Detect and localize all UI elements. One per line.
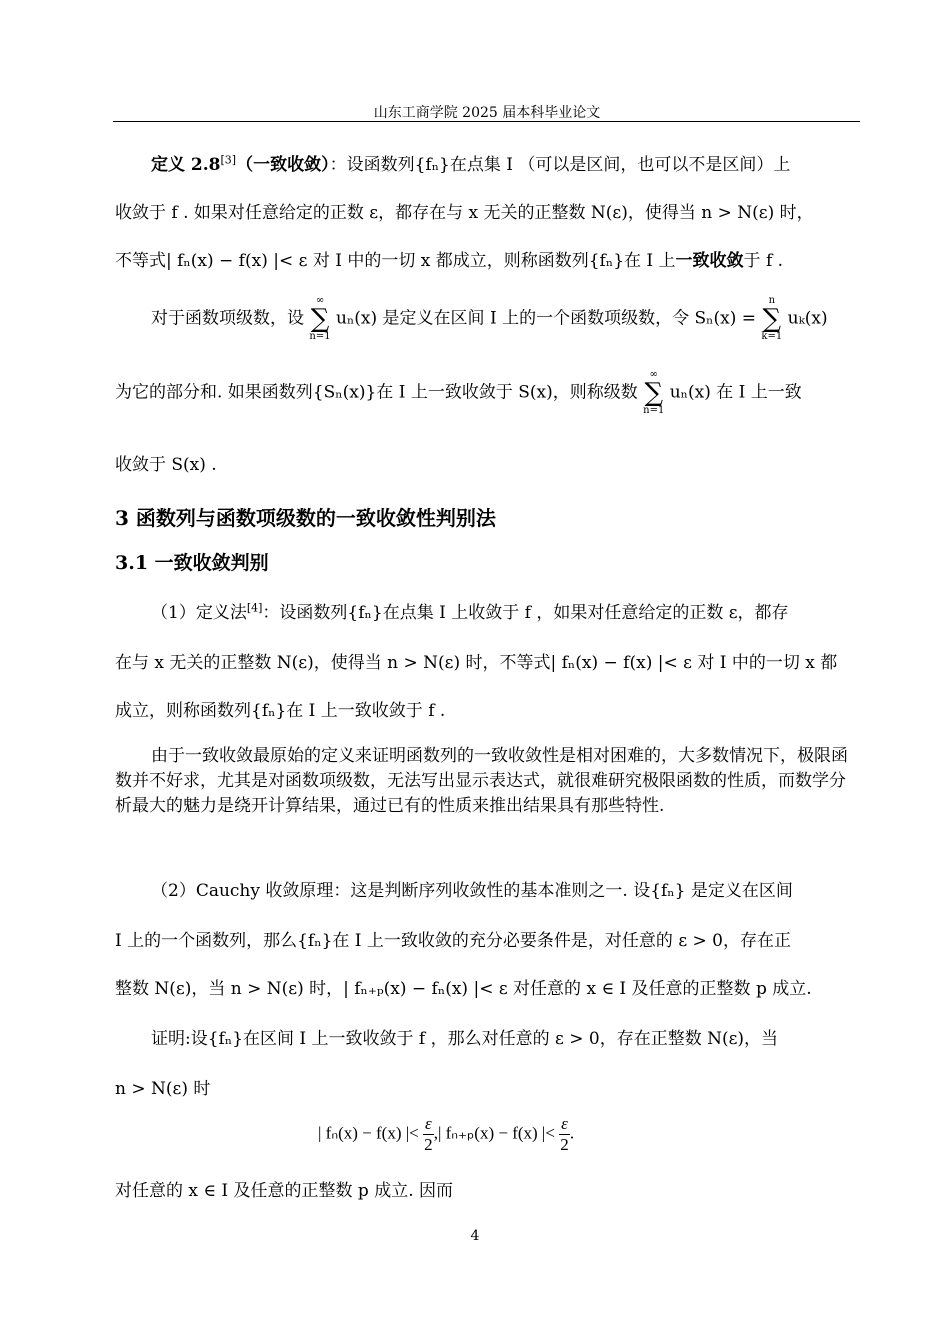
sum-symbol [761,296,782,342]
series-line-2 [115,370,859,416]
series-line-3: 收敛于 S(x) . [115,455,217,475]
proof-equation [318,1114,574,1155]
sum-upper: ∞ [315,295,325,306]
fraction-numerator: ε [424,1114,432,1133]
proof-line-2: n > N(ε) 时 [115,1079,211,1099]
fraction [423,1114,434,1155]
definition-text-3a: 不等式| fₙ(x) − f(x) |< ε 对 I 中的一切 x 都成立，则称函数列{fₙ}在 I 上 [115,251,676,271]
eq-end: . [569,1123,575,1143]
series-text-1c: uₖ(x) [787,308,828,329]
proof-line-3: 对任意的 x ∈ I 及任意的正整数 p 成立. 因而 [115,1181,453,1201]
method2-line-3: 整数 N(ε)，当 n > N(ε) 时，| fₙ₊ₚ(x) − fₙ(x) |< ε 对任意的 x ∈ I 及任意的正整数 p 成立. [115,979,812,999]
fraction-denominator: 2 [424,1135,433,1154]
eq-part-a: | fₙ(x) − f(x) |< [318,1123,419,1143]
sigma-icon: ∑ [644,378,663,408]
method1-line-3: 成立，则称函数列{fₙ}在 I 上一致收敛于 f . [115,701,446,721]
sigma-icon: ∑ [310,304,330,334]
sum-symbol [643,370,664,416]
sum-upper: ∞ [649,369,658,380]
remark-paragraph: 由于一致收敛最原始的定义来证明函数列的一致收敛性是相对困难的，大多数情况下，极限函数并不好求，尤其是对函数项级数，无法写出显示表达式，就很难研究极限函数的性质，而数学分析最大的魅力是绕开计算结果，通过已有的性质来推出结果具有那些特性. [115,746,848,816]
definition-line-3 [115,246,859,271]
series-text-2b: uₙ(x) 在 I 上一致 [669,382,802,403]
section-3-title: 3 函数列与函数项级数的一致收敛性判别法 [115,506,496,530]
definition-uniform: 一致收敛 [675,251,744,271]
method1-text-1a: （1）定义法 [151,603,247,623]
definition-label: 定义 2.8 [151,155,221,175]
method1-text-1b: ：设函数列{fₙ}在点集 I 上收敛于 f ，如果对任意给定的正数 ε，都存 [262,603,789,623]
sum-lower: n=1 [309,331,331,342]
series-line-1 [115,296,895,342]
sum-upper: n [768,295,776,306]
proof-line-1: 证明:设{fₙ}在区间 I 上一致收敛于 f ，那么对任意的 ε > 0，存在正整数 N(ε)，当 [151,1029,779,1049]
definition-line-1 [115,150,895,175]
fraction [559,1114,570,1155]
method2-line-2: I 上的一个函数列，那么{fₙ}在 I 上一致收敛的充分必要条件是，对任意的 ε > 0，存在正 [115,931,791,951]
method1-line-2: 在与 x 无关的正整数 N(ε)，使得当 n > N(ε) 时，不等式| fₙ(x) − f(x) |< ε 对 I 中的一切 x 都 [115,653,838,673]
definition-text-3c: 于 f . [743,251,784,271]
series-text-2a: 为它的部分和. 如果函数列{Sₙ(x)}在 I 上一致收敛于 S(x)，则称级数 [115,382,638,403]
eq-part-b: ,| fₙ₊ₚ(x) − f(x) |< [433,1123,555,1143]
series-text-1a: 对于函数项级数，设 [151,308,304,329]
definition-text-1: ：设函数列{fₙ}在点集 I （可以是区间，也可以不是区间）上 [329,155,791,175]
sigma-icon: ∑ [762,304,782,334]
definition-term: （一致收敛） [236,155,330,175]
definition-ref: [3] [220,153,237,167]
fraction-denominator: 2 [560,1135,569,1154]
fraction-numerator: ε [561,1114,568,1133]
sum-lower: n=1 [643,405,665,416]
method1-line-1 [115,598,895,623]
method1-ref: [4] [246,601,263,615]
header-rule [113,121,860,122]
sum-lower: k=1 [761,331,783,342]
definition-line-2: 收敛于 f . 如果对任意给定的正数 ε，都存在与 x 无关的正整数 N(ε)，使得当 n > N(ε) 时， [115,203,814,223]
method2-line-1: （2）Cauchy 收敛原理：这是判断序列收敛性的基本准则之一. 设{fₙ} 是定义在区间 [151,881,793,901]
section-3-1-title: 3.1 一致收敛判别 [115,552,269,574]
series-text-1b: uₙ(x) 是定义在区间 I 上的一个函数项级数，令 Sₙ(x) = [336,308,756,329]
sum-symbol [309,296,330,342]
page-number: 4 [470,1228,480,1244]
running-header: 山东工商学院 2025 届本科毕业论文 [373,105,601,121]
